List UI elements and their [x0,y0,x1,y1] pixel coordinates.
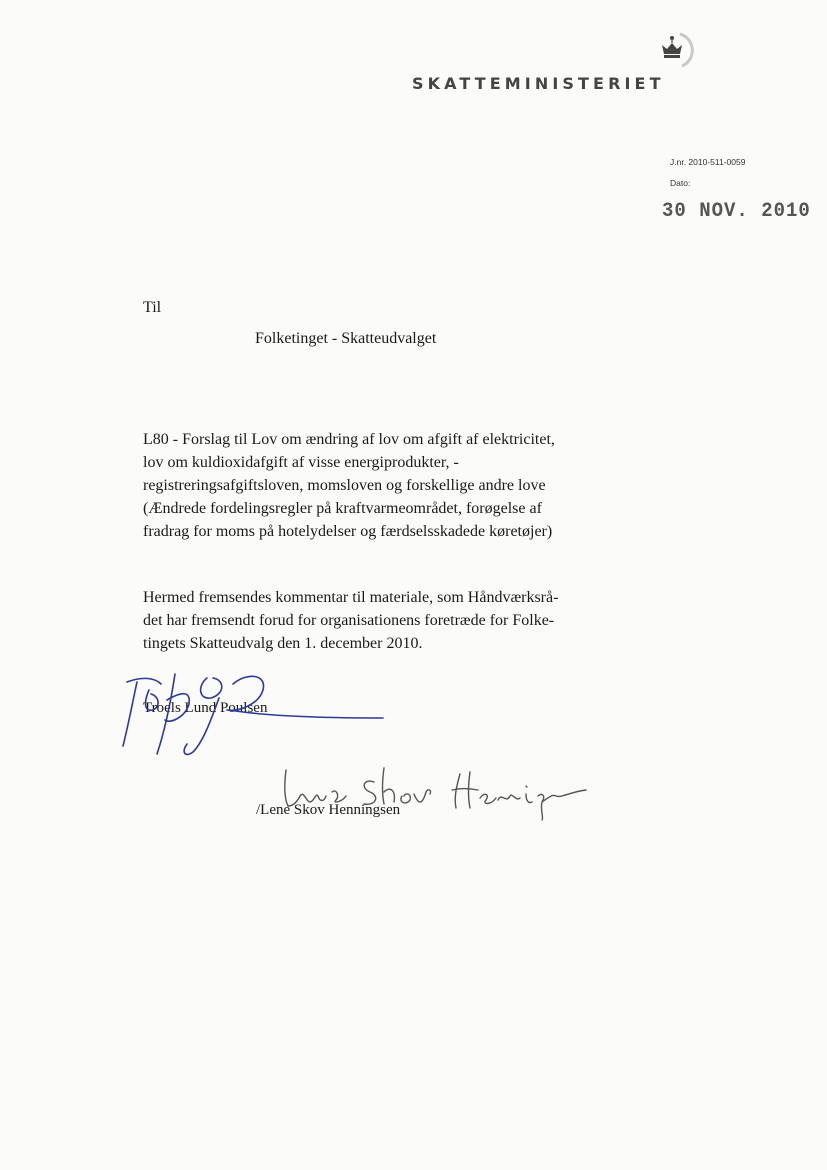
subject-line: L80 - Forslag til Lov om ændring af lov om afgift af elektricitet, [143,431,555,448]
signature-troels-lund-poulsen [115,660,395,760]
signatory-name-2: /Lene Skov Henningsen [256,802,401,818]
signatory-name-1: Troels Lund Poulsen [143,700,268,716]
body-line: det har fremsendt forud for organisationens foretræde for Folke- [143,612,555,629]
subject-block [143,428,555,543]
date-label: Dato: [670,178,691,188]
crown-logo-icon [652,28,696,72]
recipient: Folketinget - Skatteudvalget [255,330,437,347]
body-line: Hermed fremsendes kommentar til materiale, som Håndværksrå- [143,589,559,606]
subject-line: fradrag for moms på hotelydelser og færdselsskadede køretøjer) [143,523,553,540]
signature-lene-skov-henningsen [280,762,590,822]
date-stamp: 30 NOV. 2010 [662,199,811,223]
subject-line: lov om kuldioxidafgift af visse energiprodukter, - [143,454,459,471]
ministry-name: SKATTEMINISTERIET [412,74,665,93]
subject-line: (Ændrede fordelingsregler på kraftvarmeområdet, forøgelse af [143,500,542,517]
journal-number: J.nr. 2010-511-0059 [670,157,746,167]
salutation: Til [143,299,162,316]
body-paragraph [143,586,558,655]
body-line: tingets Skatteudvalg den 1. december 2010. [143,635,423,652]
subject-line: registreringsafgiftsloven, momsloven og forskellige andre love [143,477,546,494]
